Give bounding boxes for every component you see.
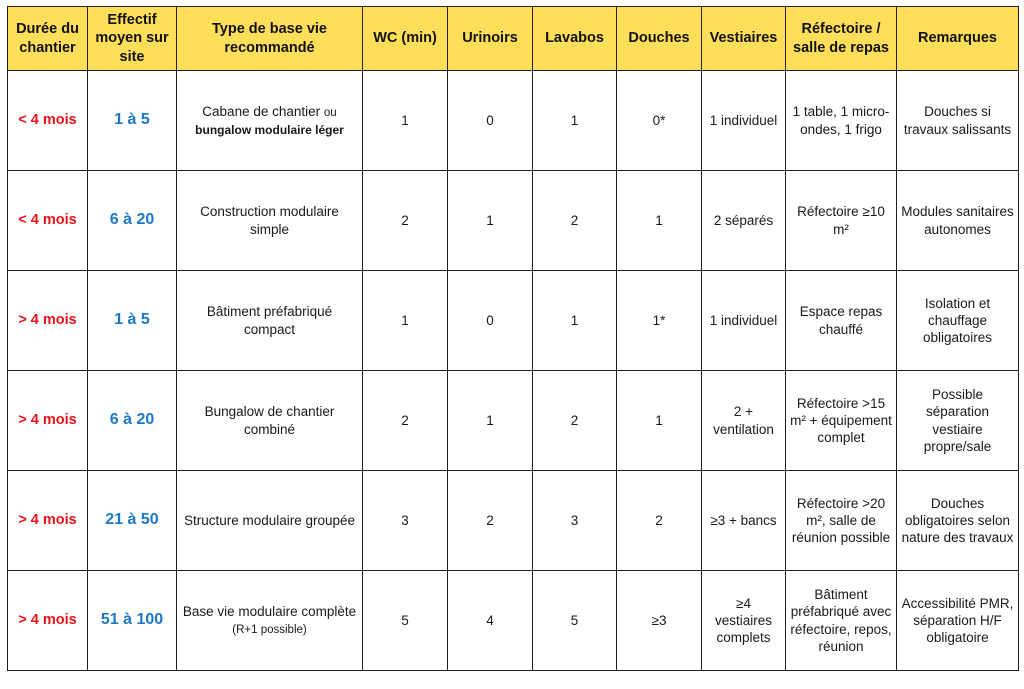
cell-douches: 1 (617, 171, 702, 271)
cell-douches: 0* (617, 71, 702, 171)
cell-urinoirs: 0 (448, 271, 533, 371)
cell-lavabos: 5 (533, 571, 617, 671)
cell-lavabos: 2 (533, 371, 617, 471)
header-refectoire: Réfectoire / salle de repas (786, 7, 897, 71)
cell-remarques: Modules sanitaires autonomes (897, 171, 1019, 271)
cell-refectoire: Bâtiment préfabriqué avec réfectoire, repos, réunion (786, 571, 897, 671)
header-urinoirs: Urinoirs (448, 7, 533, 71)
header-remarques: Remarques (897, 7, 1019, 71)
cell-effectif: 51 à 100 (88, 571, 177, 671)
cell-wc: 2 (363, 371, 448, 471)
cell-type-small: (R+1 possible) (232, 624, 307, 637)
cell-wc: 1 (363, 271, 448, 371)
table-row (8, 71, 1019, 171)
header-douches: Douches (617, 7, 702, 71)
cell-vestiaires: 2 séparés (702, 171, 786, 271)
table-row (8, 571, 1019, 671)
cell-urinoirs: 2 (448, 471, 533, 571)
cell-douches: 1 (617, 371, 702, 471)
cell-remarques: Isolation et chauffage obligatoires (897, 271, 1019, 371)
cell-vestiaires: ≥3 + bancs (702, 471, 786, 571)
cell-refectoire: 1 table, 1 micro-ondes, 1 frigo (786, 71, 897, 171)
cell-effectif: 1 à 5 (88, 71, 177, 171)
cell-effectif: 6 à 20 (88, 371, 177, 471)
header-wc: WC (min) (363, 7, 448, 71)
cell-lavabos: 2 (533, 171, 617, 271)
cell-douches: 1* (617, 271, 702, 371)
table-row (8, 371, 1019, 471)
cell-douches: ≥3 (617, 571, 702, 671)
cell-type-main: Base vie modulaire complète (182, 604, 357, 619)
cell-lavabos: 1 (533, 71, 617, 171)
cell-type-bold: bungalow modulaire léger (195, 122, 344, 137)
cell-urinoirs: 0 (448, 71, 533, 171)
cell-remarques: Douches si travaux salissants (897, 71, 1019, 171)
cell-vestiaires: 1 individuel (702, 71, 786, 171)
cell-urinoirs: 1 (448, 171, 533, 271)
cell-vestiaires: 1 individuel (702, 271, 786, 371)
cell-type-main: Cabane de chantier (202, 103, 321, 119)
cell-refectoire: Réfectoire >15 m² + équipement complet (786, 371, 897, 471)
cell-remarques: Douches obligatoires selon nature des travaux (897, 471, 1019, 571)
cell-duree: > 4 mois (8, 371, 88, 471)
cell-vestiaires: ≥4 vestiaires complets (702, 571, 786, 671)
cell-type (177, 571, 363, 671)
cell-lavabos: 1 (533, 271, 617, 371)
cell-type: Bâtiment préfabriqué compact (177, 271, 363, 371)
cell-wc: 2 (363, 171, 448, 271)
cell-vestiaires: 2 + ventilation (702, 371, 786, 471)
header-duree: Durée du chantier (8, 7, 88, 71)
cell-type: Structure modulaire groupée (177, 471, 363, 571)
header-row (8, 7, 1019, 71)
cell-urinoirs: 1 (448, 371, 533, 471)
cell-type: Bungalow de chantier combiné (177, 371, 363, 471)
cell-urinoirs: 4 (448, 571, 533, 671)
cell-duree: < 4 mois (8, 171, 88, 271)
cell-duree: > 4 mois (8, 271, 88, 371)
cell-refectoire: Réfectoire ≥10 m² (786, 171, 897, 271)
cell-remarques: Accessibilité PMR, séparation H/F obligatoire (897, 571, 1019, 671)
base-vie-table (7, 6, 1019, 671)
cell-remarques: Possible séparation vestiaire propre/sale (897, 371, 1019, 471)
base-vie-table-container (7, 6, 1019, 671)
cell-wc: 5 (363, 571, 448, 671)
cell-duree: > 4 mois (8, 571, 88, 671)
header-effectif: Effectif moyen sur site (88, 7, 177, 71)
header-type: Type de base vie recommandé (177, 7, 363, 71)
cell-lavabos: 3 (533, 471, 617, 571)
cell-effectif: 21 à 50 (88, 471, 177, 571)
table-row (8, 271, 1019, 371)
table-row (8, 471, 1019, 571)
cell-type-small: ou (323, 106, 337, 119)
cell-duree: > 4 mois (8, 471, 88, 571)
cell-effectif: 6 à 20 (88, 171, 177, 271)
cell-duree: < 4 mois (8, 71, 88, 171)
cell-type (177, 71, 363, 171)
cell-type: Construction modulaire simple (177, 171, 363, 271)
cell-wc: 1 (363, 71, 448, 171)
cell-effectif: 1 à 5 (88, 271, 177, 371)
cell-refectoire: Réfectoire >20 m², salle de réunion possible (786, 471, 897, 571)
cell-refectoire: Espace repas chauffé (786, 271, 897, 371)
table-row (8, 171, 1019, 271)
cell-wc: 3 (363, 471, 448, 571)
header-vestiaires: Vestiaires (702, 7, 786, 71)
cell-douches: 2 (617, 471, 702, 571)
header-lavabos: Lavabos (533, 7, 617, 71)
